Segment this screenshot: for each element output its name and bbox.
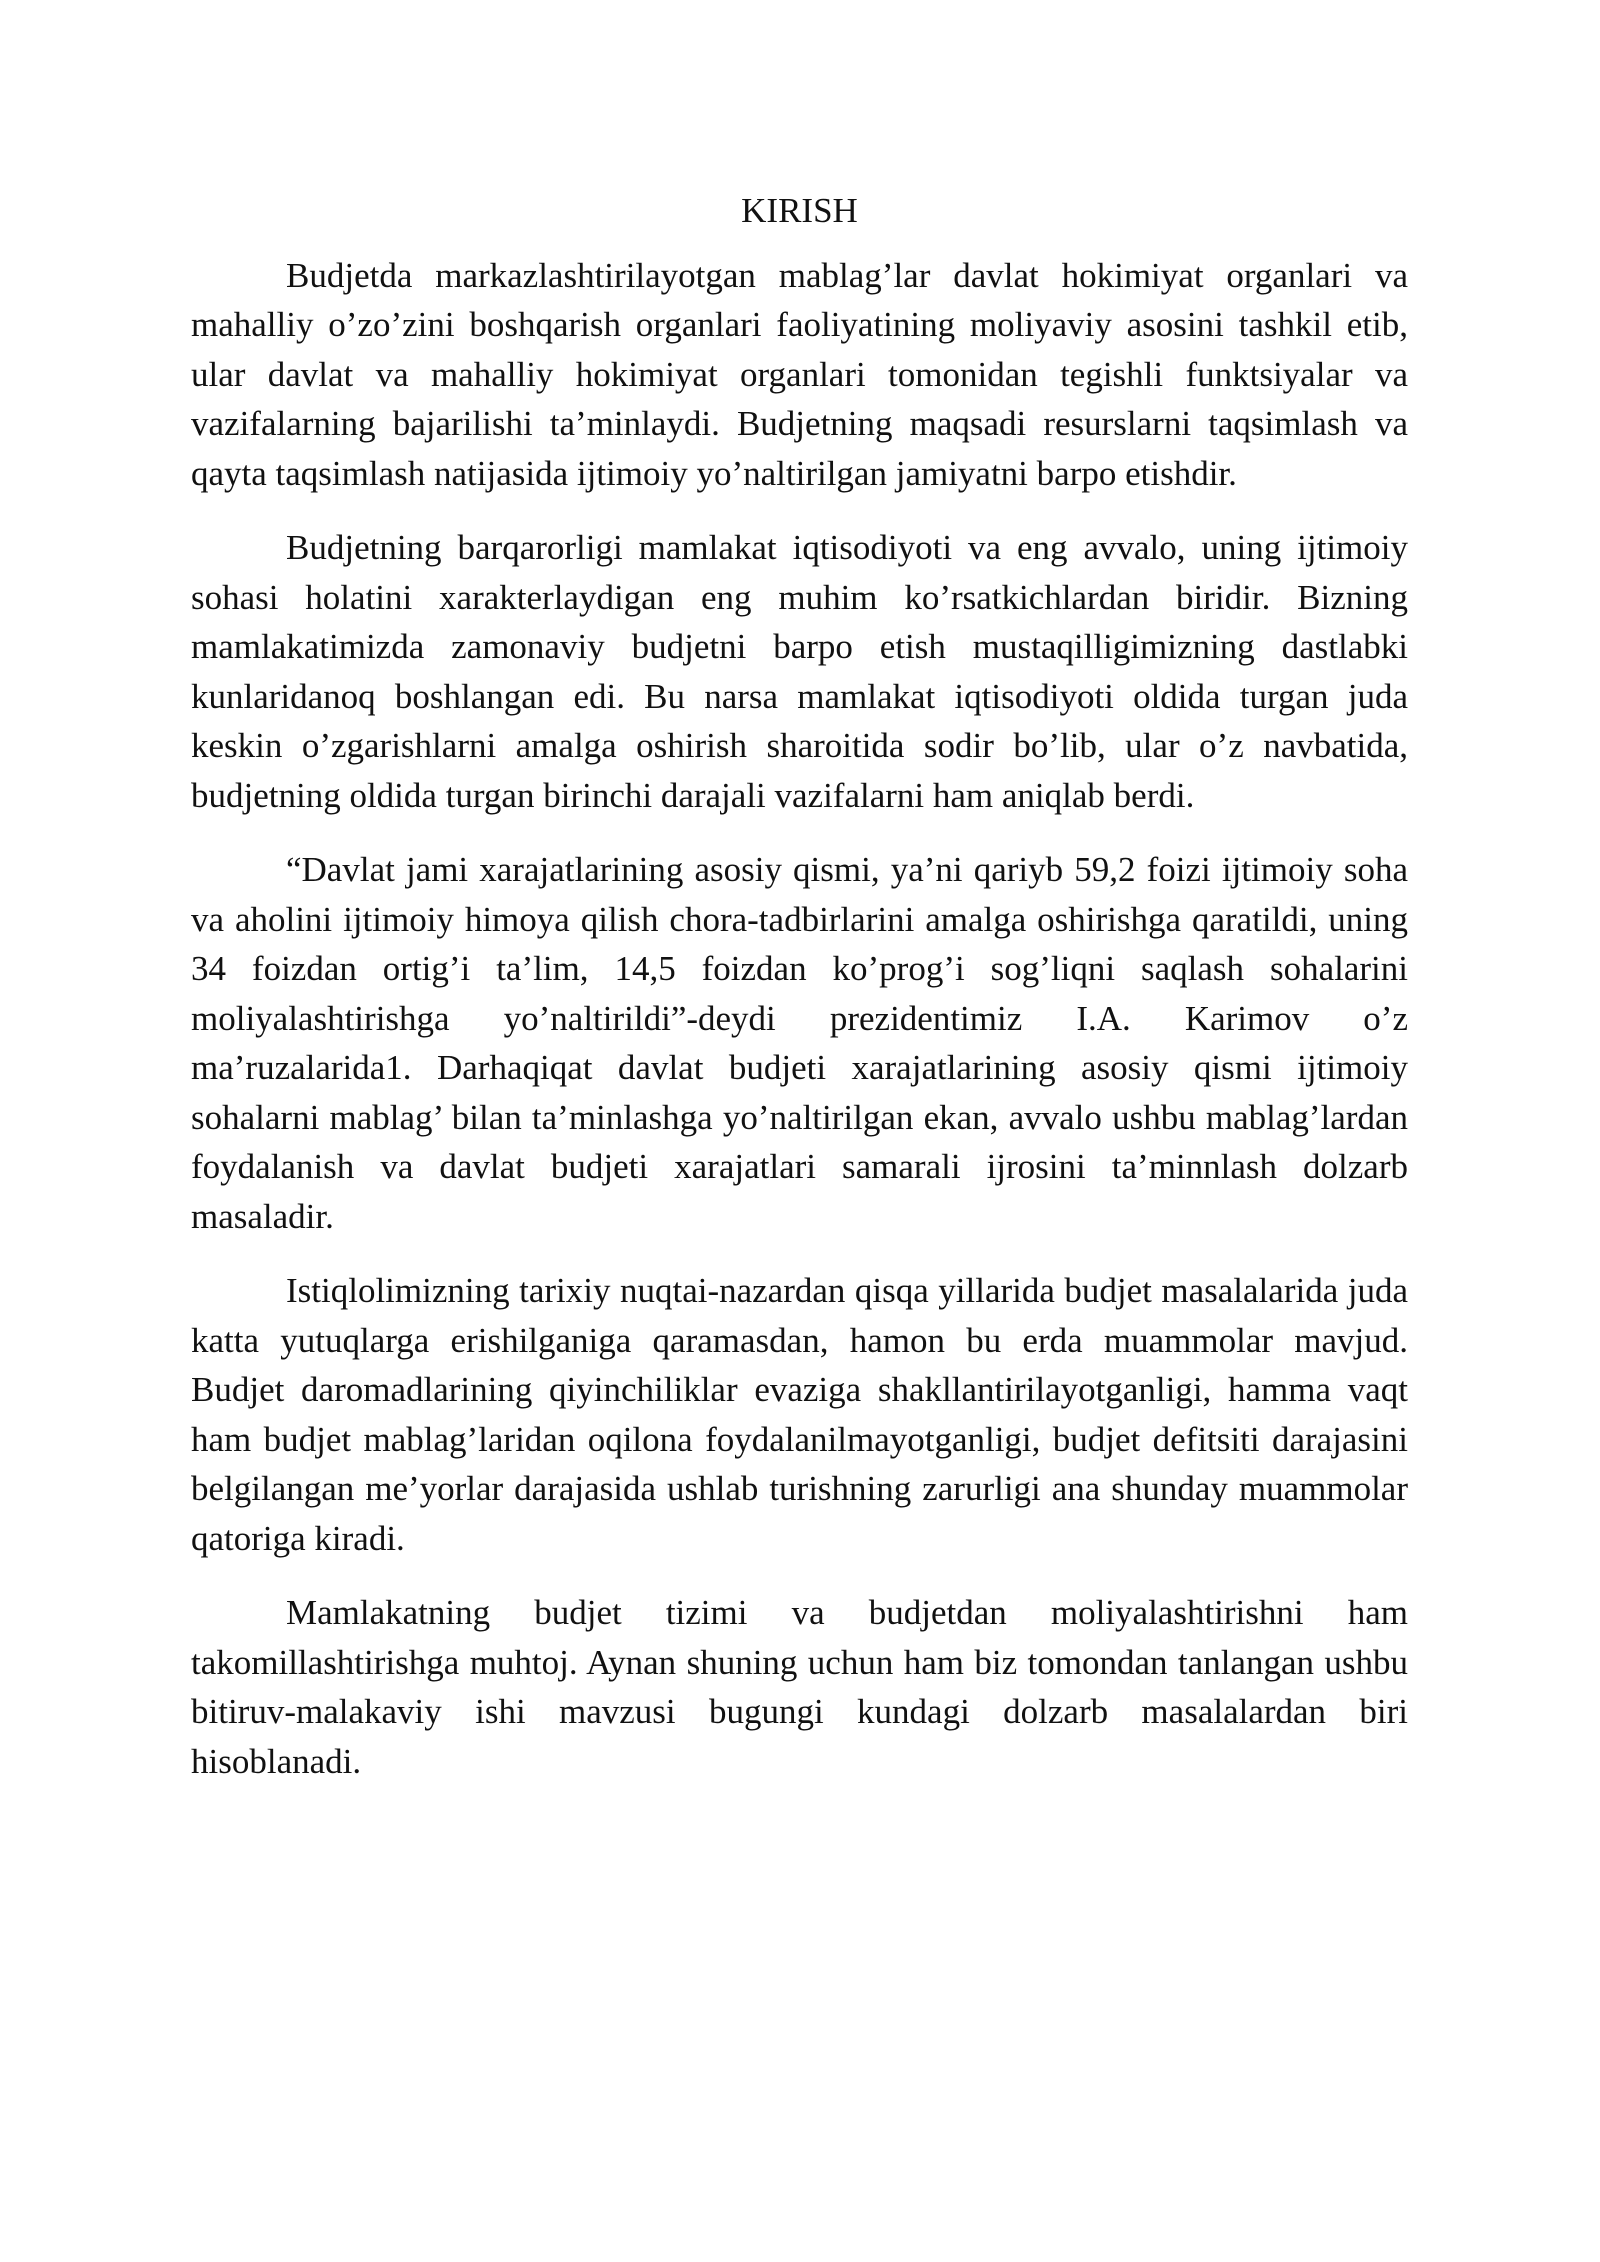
paragraph-4: Istiqlolimizning tarixiy nuqtai-nazardan qisqa yillarida budjet masalalarida juda katta yutuqlarga erishilganiga qaramasdan, hamon bu erda muammolar mavjud. Budjet daromadlarining qiyinchiliklar evaziga shakllantirilayotganligi, hamma vaqt ham budjet mablag’laridan oqilona foydalanilmayotganligi, budjet defitsiti darajasini belgilangan me’yorlar darajasida ushlab turishning zarurligi ana shunday muammolar qatoriga kiradi.	[191, 1271, 1408, 1558]
paragraph-5: Mamlakatning budjet tizimi va budjetdan moliyalashtirishni ham takomillashtirishga muhtoj. Aynan shuning uchun ham biz tomondan tanlangan ushbu bitiruv-malakaviy ishi mavzusi bugungi kundagi dolzarb masalalardan biri hisoblanadi.	[191, 1593, 1408, 1781]
paragraph-2: Budjetning barqarorligi mamlakat iqtisodiyoti va eng avvalo, uning ijtimoiy sohasi holatini xarakterlaydigan eng muhim ko’rsatkichlardan biridir. Bizning mamlakatimizda zamonaviy budjetni barpo etish mustaqilligimizning dastlabki kunlaridanoq boshlangan edi. Bu narsa mamlakat iqtisodiyoti oldida turgan juda keskin o’zgarishlarni amalga oshirish sharoitida sodir bo’lib, ular o’z navbatida, budjetning oldida turgan birinchi darajali vazifalarni ham aniqlab berdi.	[191, 528, 1408, 815]
page-title: KIRISH	[741, 191, 858, 230]
paragraph-3: “Davlat jami xarajatlarining asosiy qismi, ya’ni qariyb 59,2 foizi ijtimoiy soha va aholini ijtimoiy himoya qilish chora-tadbirlarini amalga oshirishga qaratildi, uning 34 foizdan ortig’i ta’lim, 14,5 foizdan ko’prog’i sog’liqni saqlash sohalarini moliyalashtirishga yo’naltirildi”-deydi prezidentimiz I.A. Karimov o’z ma’ruzalarida1. Darhaqiqat davlat budjeti xarajatlarining asosiy qismi ijtimoiy sohalarni mablag’ bilan ta’minlashga yo’naltirilgan ekan, avvalo ushbu mablag’lardan foydalanish va davlat budjeti xarajatlari samarali ijrosini ta’minnlash dolzarb masaladir.	[191, 850, 1408, 1236]
paragraph-1: Budjetda markazlashtirilayotgan mablag’lar davlat hokimiyat organlari va mahalliy o’zo’zini boshqarish organlari faoliyatining moliyaviy asosini tashkil etib, ular davlat va mahalliy hokimiyat organlari tomonidan tegishli funktsiyalar va vazifalarning bajarilishi ta’minlaydi. Budjetning maqsadi resurslarni taqsimlash va qayta taqsimlash natijasida ijtimoiy yo’naltirilgan jamiyatni barpo etishdir.	[191, 255, 1408, 493]
document-body	[191, 186, 1408, 1811]
